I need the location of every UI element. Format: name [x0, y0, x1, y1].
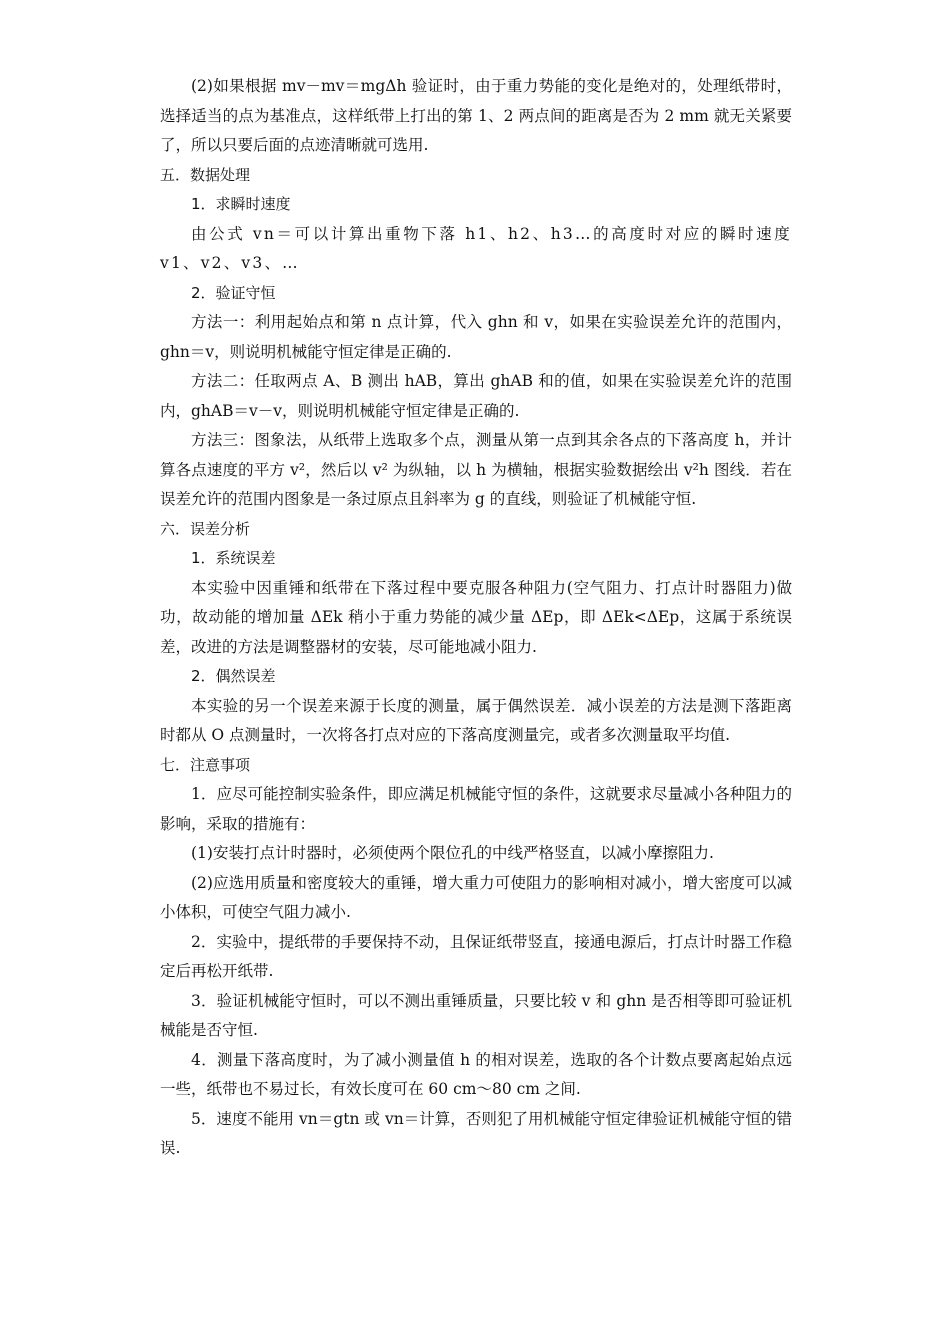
paragraph-precaution-5: 5．速度不能用 vn＝gtn 或 vn＝计算，否则犯了用机械能守恒定律验证机械能守恒的错误.: [160, 1109, 792, 1157]
section-heading-error-analysis: 六．误差分析: [160, 519, 251, 538]
subheading-systematic-error: 1．系统误差: [191, 549, 276, 567]
paragraph-systematic-error: 本实验中因重锤和纸带在下落过程中要克服各种阻力(空气阻力、打点计时器阻力)做功，故动能的增加量 ΔEk 稍小于重力势能的减少量 ΔEp，即 ΔEk<ΔEp，这属于系统误差，改进的方法是调整器材的安装，尽可能地减小阻力.: [160, 578, 792, 656]
paragraph-method-three: 方法三：图象法，从纸带上选取多个点，测量从第一点到其余各点的下落高度 h，并计算各点速度的平方 v²，然后以 v² 为纵轴，以 h 为横轴，根据实验数据绘出 v²h 图线．若在误差允许的范围内图象是一条过原点且斜率为 g 的直线，则验证了机械能守恒.: [160, 431, 792, 508]
section-heading-data-processing: 五．数据处理: [160, 165, 251, 184]
subheading-instant-velocity: 1．求瞬时速度: [191, 195, 291, 213]
paragraph-random-error: 本实验的另一个误差来源于长度的测量，属于偶然误差．减小误差的方法是测下落距离时都从 O 点测量时，一次将各打点对应的下落高度测量完，或者多次测量取平均值.: [160, 696, 792, 744]
document-page: [160, 72, 792, 1164]
subheading-random-error: 2．偶然误差: [191, 667, 276, 685]
paragraph-precaution-4: 4．测量下落高度时，为了减小测量值 h 的相对误差，选取的各个计数点要离起始点远一些，纸带也不易过长，有效长度可在 60 cm～80 cm 之间.: [160, 1050, 792, 1098]
paragraph-precaution-1: 1．应尽可能控制实验条件，即应满足机械能守恒的条件，这就要求尽量减小各种阻力的影响，采取的措施有：: [160, 785, 792, 833]
paragraph-precaution-2: 2．实验中，提纸带的手要保持不动，且保证纸带竖直，接通电源后，打点计时器工作稳定后再松开纸带.: [160, 932, 792, 980]
subheading-verify-conservation: 2．验证守恒: [191, 283, 276, 302]
paragraph-velocity-formula: 由公式 vn＝可以计算出重物下落 h1、h2、h3…的高度时对应的瞬时速度 v1、v2、v3、…: [160, 224, 792, 272]
paragraph-method-two: 方法二：任取两点 A、B 测出 hAB，算出 ghAB 和的值，如果在实验误差允许的范围内，ghAB＝v－v，则说明机械能守恒定律是正确的.: [160, 372, 792, 420]
paragraph-precaution-3: 3．验证机械能守恒时，可以不测出重锤质量，只要比较 v 和 ghn 是否相等即可验证机械能是否守恒.: [160, 991, 792, 1039]
paragraph-energy-reference: (2)如果根据 mv－mv＝mgΔh 验证时，由于重力势能的变化是绝对的，处理纸带时，选择适当的点为基准点，这样纸带上打出的第 1、2 两点间的距离是否为 2 mm 就无关紧要了，所以只要后面的点迹清晰就可选用.: [160, 77, 792, 154]
paragraph-precaution-1-2: (2)应选用质量和密度较大的重锤，增大重力可使阻力的影响相对减小，增大密度可以减小体积，可使空气阻力减小.: [160, 873, 792, 921]
paragraph-method-one: 方法一：利用起始点和第 n 点计算，代入 ghn 和 v，如果在实验误差允许的范围内，ghn＝v，则说明机械能守恒定律是正确的.: [160, 313, 792, 361]
paragraph-precaution-1-1: (1)安装打点计时器时，必须使两个限位孔的中线严格竖直，以减小摩擦阻力.: [191, 844, 714, 862]
section-heading-precautions: 七．注意事项: [160, 755, 251, 774]
